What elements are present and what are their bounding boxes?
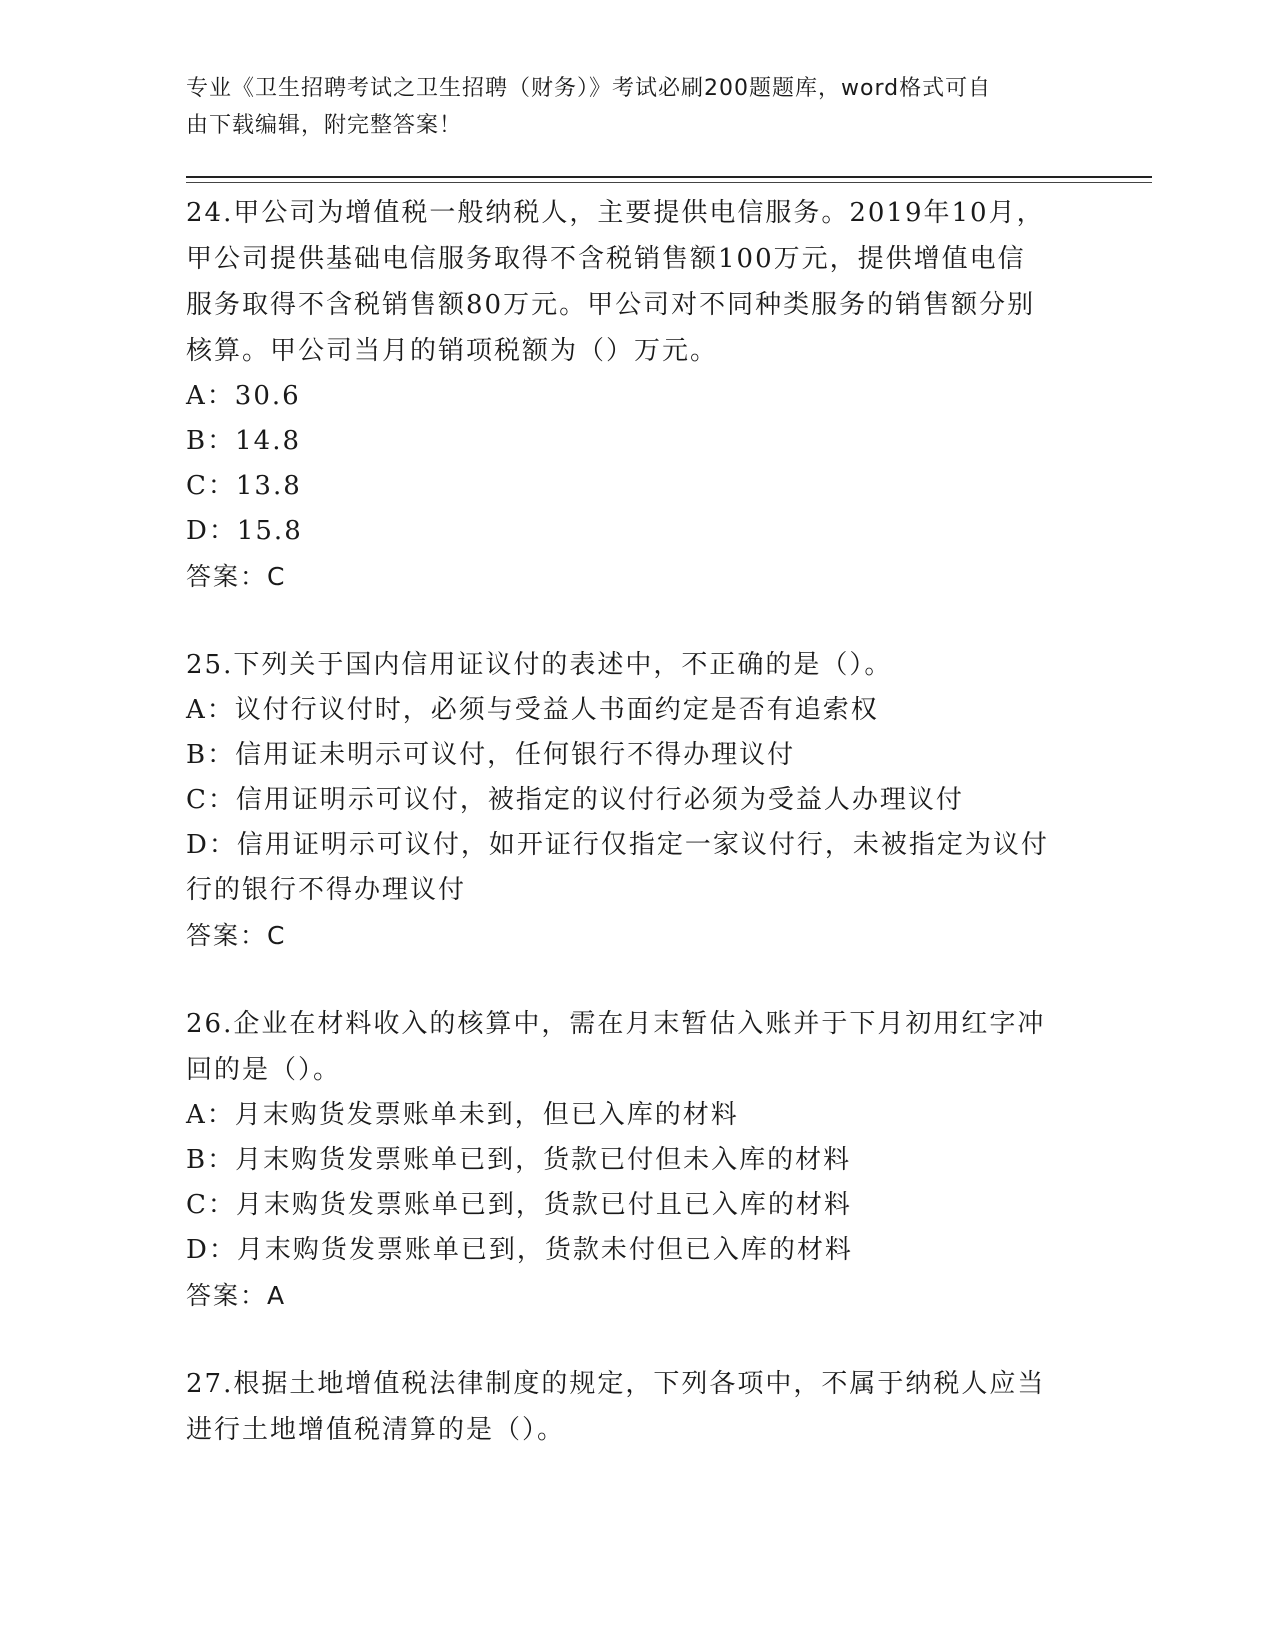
question-stem-line: 24.甲公司为增值税一般纳税人，主要提供电信服务。2019年10月， [186, 198, 1045, 228]
question-27 [186, 1361, 1066, 1453]
answer-line: 答案：C [186, 921, 287, 950]
option-d: D：信用证明示可议付，如开证行仅指定一家议付行，未被指定为议付 [186, 830, 1049, 860]
question-stem-line: 甲公司提供基础电信服务取得不含税销售额100万元，提供增值电信 [186, 244, 1026, 274]
question-24 [186, 190, 1066, 600]
question-26 [186, 1001, 1066, 1319]
answer-line: 答案：C [186, 562, 287, 591]
option-d: D：15.8 [186, 516, 303, 546]
question-spacer [186, 959, 1066, 1001]
option-b: B：月末购货发票账单已到，货款已付但未入库的材料 [186, 1145, 852, 1175]
header-divider-thick [186, 176, 1152, 178]
question-stem-line: 进行土地增值税清算的是（）。 [186, 1415, 566, 1445]
question-stem-line: 服务取得不含税销售额80万元。甲公司对不同种类服务的销售额分别 [186, 290, 1036, 320]
option-a: A：30.6 [186, 381, 301, 411]
question-spacer [186, 600, 1066, 642]
question-stem-line: 26.企业在材料收入的核算中，需在月末暂估入账并于下月初用红字冲 [186, 1009, 1046, 1039]
option-c: C：13.8 [186, 471, 302, 501]
question-stem-line: 核算。甲公司当月的销项税额为（）万元。 [186, 336, 719, 366]
question-spacer [186, 1319, 1066, 1361]
question-stem-line: 27.根据土地增值税法律制度的规定，下列各项中，不属于纳税人应当 [186, 1369, 1046, 1399]
answer-line: 答案：A [186, 1281, 287, 1310]
option-b: B：14.8 [186, 426, 301, 456]
option-d-continued: 行的银行不得办理议付 [186, 875, 467, 905]
header-divider-thin [186, 182, 1152, 183]
header-line-1: 专业《卫生招聘考试之卫生招聘（财务）》考试必刷200题题库，word格式可自 [186, 76, 992, 101]
option-d: D：月末购货发票账单已到，货款未付但已入库的材料 [186, 1235, 853, 1265]
question-25 [186, 642, 1066, 959]
option-a: A：月末购货发票账单未到，但已入库的材料 [186, 1100, 739, 1130]
option-b: B：信用证未明示可议付，任何银行不得办理议付 [186, 740, 796, 770]
option-a: A：议付行议付时，必须与受益人书面约定是否有追索权 [186, 695, 879, 725]
question-stem-line: 25.下列关于国内信用证议付的表述中，不正确的是（）。 [186, 650, 893, 680]
question-stem-line: 回的是（）。 [186, 1055, 342, 1085]
option-c: C：信用证明示可议付，被指定的议付行必须为受益人办理议付 [186, 785, 964, 815]
option-c: C：月末购货发票账单已到，货款已付且已入库的材料 [186, 1190, 852, 1220]
question-list [186, 190, 1066, 1453]
header-line-2: 由下载编辑，附完整答案！ [186, 113, 463, 138]
document-header [186, 70, 1066, 144]
